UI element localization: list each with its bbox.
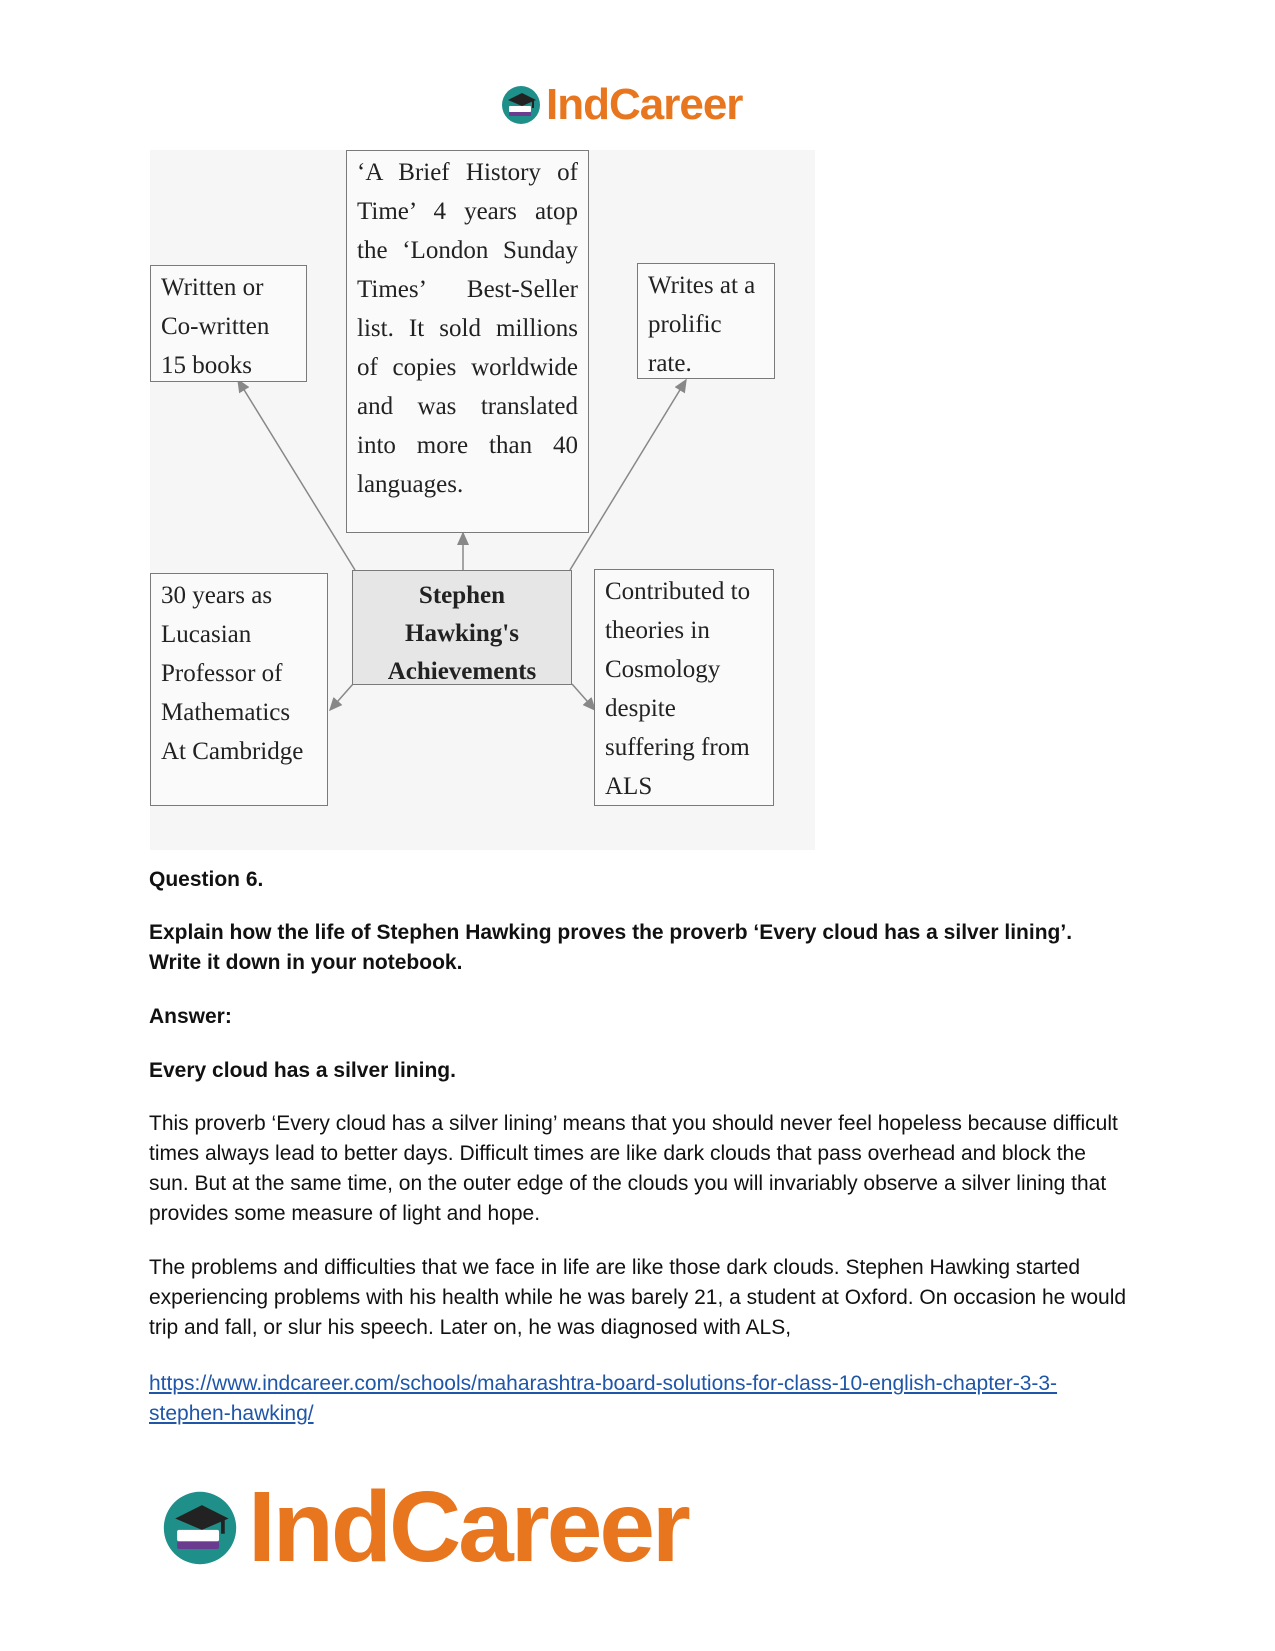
graduation-book-icon bbox=[500, 84, 542, 126]
arrow-bottom-left bbox=[330, 684, 353, 710]
box-lucasian-professor: 30 years as Lucasian Professor of Mathematics At Cambridge bbox=[150, 573, 328, 806]
paragraph-2: The problems and difficulties that we face in life are like those dark clouds. Stephen Hawking started experiencing problems with his health while he was barely 21, a student at Oxford. On occasion he would trip and fall, or slur his speech. Later on, he was diagnosed with ALS, bbox=[149, 1256, 1127, 1339]
question-text: Explain how the life of Stephen Hawking proves the proverb ‘Every cloud has a silver lining’. Write it down in your notebook. bbox=[149, 921, 1073, 974]
answer-heading: Answer: bbox=[149, 1005, 232, 1028]
achievements-diagram bbox=[150, 150, 815, 850]
box-prolific-rate: Writes at a prolific rate. bbox=[637, 263, 775, 379]
brand-name-footer: IndCareer bbox=[248, 1471, 688, 1583]
header-logo bbox=[500, 80, 742, 130]
box-cosmology: Contributed to theories in Cosmology despite suffering from ALS bbox=[594, 569, 774, 806]
graduation-book-icon bbox=[160, 1488, 240, 1568]
paragraph-1: This proverb ‘Every cloud has a silver lining’ means that you should never feel hopeless because difficult times always lead to better days. Difficult times are like dark clouds that pass overhead and block the sun. But at the same time, on the outer edge of the clouds you will invariably observe a silver lining that provides some measure of light and hope. bbox=[149, 1112, 1118, 1225]
footer-logo bbox=[160, 1470, 688, 1585]
answer-subheading: Every cloud has a silver lining. bbox=[149, 1059, 456, 1082]
arrow-top-left bbox=[238, 380, 355, 570]
arrow-bottom-right bbox=[572, 684, 595, 710]
question-heading: Question 6. bbox=[149, 868, 264, 891]
box-books-written: Written or Co-written 15 books bbox=[150, 265, 307, 382]
source-link[interactable]: https://www.indcareer.com/schools/maharashtra-board-solutions-for-class-10-english-chapter-3-3-stephen-hawking/ bbox=[149, 1372, 1058, 1425]
brand-name: IndCareer bbox=[546, 80, 743, 129]
box-brief-history: ‘A Brief History of Time’ 4 years atop the ‘London Sunday Times’ Best-Seller list. It sold millions of copies worldwide and was translated into more than 40 languages. bbox=[346, 150, 589, 533]
box-center-achievements: Stephen Hawking's Achievements bbox=[352, 570, 572, 685]
